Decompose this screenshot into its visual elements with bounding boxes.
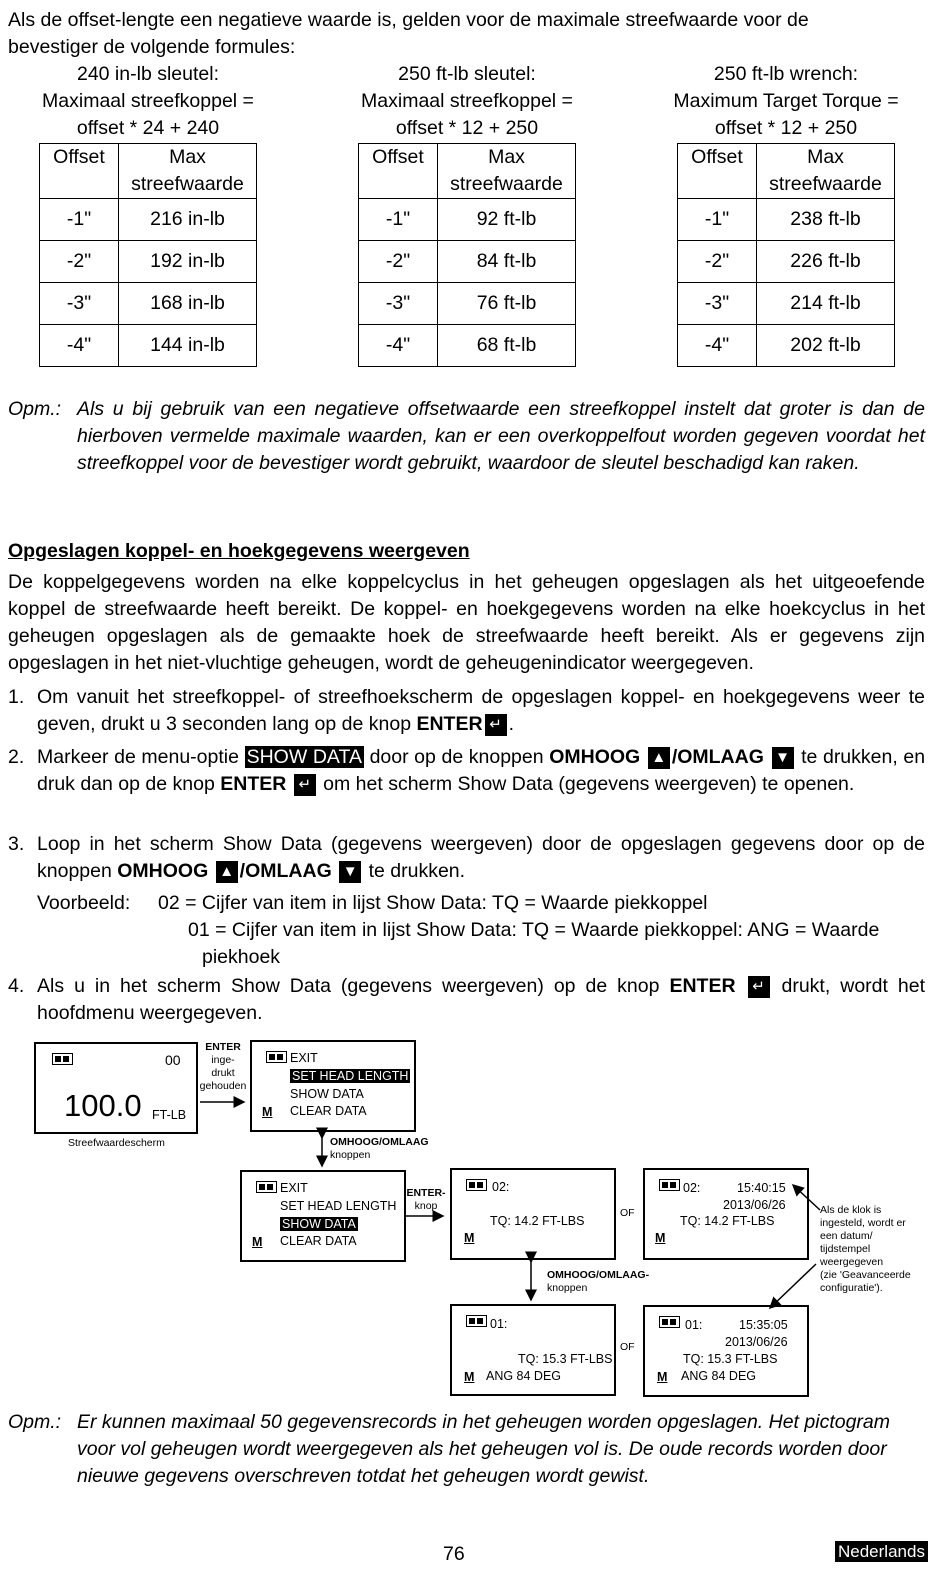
menu-show-data-selected: SHOW DATA (282, 1217, 356, 1231)
step-1-text: Om vanuit het streefkoppel- of streefhoekscherm de opgeslagen koppel- en hoekgegevens weer te geven, drukt u 3 seconden lang op de knop ENTER ↵ . (37, 686, 925, 735)
table-1-formula-1: Maximaal streefkoppel = (42, 90, 254, 112)
enter-key-label: ENTER (416, 713, 483, 735)
record-time: 15:40:15 (737, 1181, 786, 1195)
show-data-highlight: SHOW DATA (246, 746, 362, 768)
down-arrow-icon: ▼ (772, 747, 794, 769)
enter-key-icon: ↵ (485, 714, 507, 736)
memory-indicator: M (655, 1231, 666, 1245)
or-label: OF (620, 1341, 635, 1353)
example-label: Voorbeeld: (37, 892, 131, 914)
menu-clear-data: CLEAR DATA (290, 1104, 367, 1118)
intro-line-2: bevestiger de volgende formules: (8, 36, 296, 58)
table-2 (358, 143, 576, 367)
menu-head-length-selected: SET HEAD LENGTH (292, 1069, 409, 1083)
table-1-formula-2: offset * 24 + 240 (76, 117, 220, 139)
updown-label-1: OMHOOG/OMLAAG knoppen (330, 1136, 429, 1161)
intro-line-1: Als de offset-lengte een negatieve waarde is, gelden voor de maximale streefwaarde voor de (8, 9, 809, 31)
note-2-label: Opm.: (8, 1411, 62, 1433)
step-3-text: Loop in het scherm Show Data (gegevens weergeven) door de opgeslagen gegevens door op de knoppen OMHOOG ▲ /OMLAAG ▼ te drukken. (37, 833, 925, 882)
table-row: -1" (678, 199, 757, 241)
arrow-pointer-icon (793, 1185, 820, 1210)
up-key-label: OMHOOG (549, 746, 641, 768)
table-2-formula-2: offset * 12 + 250 (395, 117, 539, 139)
section-title: Opgeslagen koppel- en hoekgegevens weergeven (8, 540, 470, 562)
table-row: -1" (40, 199, 119, 241)
updown-label-2: OMHOOG/OMLAAG- knoppen (547, 1269, 650, 1294)
record-angle: ANG 84 DEG (486, 1369, 562, 1383)
table-1 (39, 143, 257, 367)
table-row: -2" (40, 241, 119, 283)
table-row: -3" (359, 283, 438, 325)
table-2-title: 250 ft-lb sleutel: (398, 63, 536, 85)
menu-head-length: SET HEAD LENGTH (280, 1199, 397, 1213)
record-number: 01: (490, 1317, 508, 1331)
step-1-number: 1. (8, 686, 25, 708)
table-3-title: 250 ft-lb wrench: (713, 63, 859, 85)
enter-held-label: ENTER inge- drukt gehouden (199, 1041, 247, 1092)
step-3-number: 3. (8, 833, 25, 855)
table-cell: 168 in-lb (119, 283, 257, 325)
note-2-text: Er kunnen maximaal 50 gegevensrecords in het geheugen worden opgeslagen. Het pictogram voor vol geheugen wordt weergegeven als het geheugen vol is. De oude records worden door nieuwe gegevens overschreven totdat het geheugen wordt gewist. (77, 1411, 891, 1487)
table-1-heading (28, 61, 268, 142)
up-arrow-icon: ▲ (216, 861, 238, 883)
example-line-2: 01 = Cijfer van item in lijst Show Data: TQ = Waarde piekkoppel: ANG = Waarde (188, 919, 880, 941)
arrow-pointer-icon (770, 1264, 816, 1308)
record-torque: TQ: 15.3 FT-LBS (683, 1352, 778, 1366)
clock-note: Als de klok is ingesteld, wordt er een datum/ tijdstempel weergegeven (zie 'Geavanceerde configuratie'). (820, 1204, 911, 1294)
table-2-head-offset: Offset (359, 144, 438, 199)
enter-key-label: ENTER (669, 975, 736, 997)
record-number: 02: (683, 1181, 701, 1195)
table-2-heading (347, 61, 587, 142)
table-cell: 214 ft-lb (757, 283, 895, 325)
memory-indicator: M (262, 1105, 273, 1119)
screen-1-unit: FT-LB (152, 1108, 187, 1122)
table-row: -4" (40, 325, 119, 367)
record-number: 01: (685, 1318, 703, 1332)
menu-clear-data: CLEAR DATA (280, 1234, 357, 1248)
or-label: OF (620, 1207, 635, 1219)
memory-indicator: M (252, 1235, 263, 1249)
record-torque: TQ: 15.3 FT-LBS (518, 1352, 613, 1366)
example-line-3: piekhoek (202, 946, 281, 968)
enter-button-label: ENTER- knop (406, 1187, 446, 1212)
table-cell: 84 ft-lb (438, 241, 576, 283)
down-key-label: /OMLAAG (671, 746, 764, 768)
table-3-formula-2: offset * 12 + 250 (714, 117, 858, 139)
record-time: 15:35:05 (739, 1318, 788, 1332)
target-screen-caption: Streefwaardescherm (68, 1137, 165, 1149)
step-4-text: Als u in het scherm Show Data (gegevens weergeven) op de knop ENTER ↵ drukt, wordt het hoofdmenu weergegeven. (37, 975, 926, 1024)
menu-exit: EXIT (290, 1051, 318, 1065)
record-date: 2013/06/26 (723, 1198, 786, 1212)
table-cell: 202 ft-lb (757, 325, 895, 367)
note-1-label: Opm.: (8, 398, 62, 420)
table-cell: 68 ft-lb (438, 325, 576, 367)
record-torque: TQ: 14.2 FT-LBS (490, 1214, 585, 1228)
note-1-text: Als u bij gebruik van een negatieve offsetwaarde een streefkoppel instelt dat groter is dan de hierboven vermelde maximale waarden, kan er een overkoppelfout worden gegeven voordat het streefkoppel voor de bevestiger wordt gebruikt, waardoor de sleutel beschadigd kan raken. (77, 398, 925, 474)
screen-1-value: 100.0 (64, 1088, 142, 1123)
record-torque: TQ: 14.2 FT-LBS (680, 1214, 775, 1228)
table-row: -3" (678, 283, 757, 325)
section-paragraph: De koppelgegevens worden na elke koppelcyclus in het geheugen opgeslagen als het uitgeoefende koppel de streefwaarde heeft bereikt. De koppel- en hoekgegevens worden na elke hoekcyclus in het geheugen opgeslagen als de gemaakte hoek de streefwaarde heeft bereikt. Als er gegevens zijn opgeslagen in het niet-vluchtige geheugen, wordt de geheugenindicator weergegeven. (8, 571, 925, 674)
intro-text (8, 7, 938, 61)
record-angle: ANG 84 DEG (681, 1369, 757, 1383)
table-cell: 144 in-lb (119, 325, 257, 367)
page-number: 76 (443, 1543, 465, 1565)
menu-exit: EXIT (280, 1181, 308, 1195)
step-2-text: Markeer de menu-optie SHOW DATA door op de knoppen OMHOOG ▲ /OMLAAG ▼ te drukken, en druk dan op de knop ENTER ↵ om het scherm Show Data (gegevens weergeven) te openen. (37, 746, 926, 795)
enter-key-icon: ↵ (294, 774, 316, 796)
screen-1-number: 00 (165, 1052, 181, 1068)
table-row: -2" (359, 241, 438, 283)
memory-indicator: M (657, 1370, 668, 1384)
table-cell: 238 ft-lb (757, 199, 895, 241)
table-row: -4" (678, 325, 757, 367)
record-number: 02: (492, 1180, 510, 1194)
memory-indicator: M (464, 1370, 475, 1384)
enter-key-label: ENTER (220, 773, 287, 795)
record-date: 2013/06/26 (725, 1335, 788, 1349)
table-1-title: 240 in-lb sleutel: (76, 63, 219, 85)
table-3-heading (661, 61, 911, 142)
table-cell: 192 in-lb (119, 241, 257, 283)
table-cell: 216 in-lb (119, 199, 257, 241)
step-2-number: 2. (8, 746, 25, 768)
table-1-head-offset: Offset (40, 144, 119, 199)
table-row: -2" (678, 241, 757, 283)
enter-key-icon: ↵ (748, 976, 770, 998)
language-badge: Nederlands (835, 1541, 928, 1562)
table-cell: 92 ft-lb (438, 199, 576, 241)
table-3-formula-1: Maximum Target Torque = (673, 90, 899, 112)
table-3 (677, 143, 895, 367)
table-3-head-max: Max streefwaarde (757, 144, 895, 199)
table-cell: 76 ft-lb (438, 283, 576, 325)
menu-show-data: SHOW DATA (290, 1087, 364, 1101)
table-2-formula-1: Maximaal streefkoppel = (361, 90, 573, 112)
table-cell: 226 ft-lb (757, 241, 895, 283)
table-row: -1" (359, 199, 438, 241)
diagram-arrows (0, 1030, 950, 1410)
down-arrow-icon: ▼ (339, 861, 361, 883)
down-key-label: /OMLAAG (239, 860, 332, 882)
table-3-head-offset: Offset (678, 144, 757, 199)
table-row: -4" (359, 325, 438, 367)
up-key-label: OMHOOG (117, 860, 209, 882)
table-1-head-max: Max streefwaarde (119, 144, 257, 199)
up-arrow-icon: ▲ (648, 747, 670, 769)
memory-indicator: M (464, 1231, 475, 1245)
table-row: -3" (40, 283, 119, 325)
example-line-1: 02 = Cijfer van item in lijst Show Data: TQ = Waarde piekkoppel (158, 892, 708, 914)
step-4-number: 4. (8, 975, 25, 997)
table-2-head-max: Max streefwaarde (438, 144, 576, 199)
